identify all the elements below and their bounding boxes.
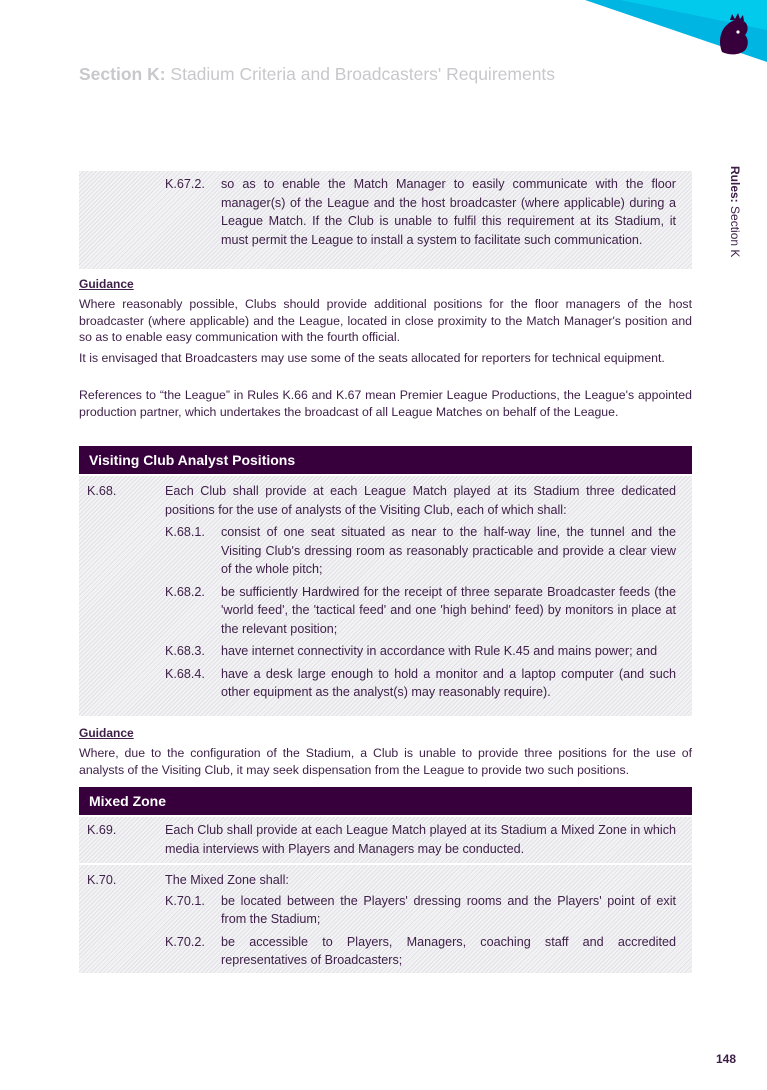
subrule-text: have a desk large enough to hold a monitor and a laptop computer (and such other equipment as the analyst(s) may reasonably require).	[221, 666, 676, 699]
subrule-text: be accessible to Players, Managers, coaching staff and accredited representatives of Broadcasters;	[221, 934, 676, 967]
rule-number: K.68.	[87, 484, 117, 498]
side-tab	[724, 166, 744, 276]
guidance-paragraph: Where reasonably possible, Clubs should provide additional positions for the floor managers of the host broadcaster (where applicable) and the League, located in close proximity to the Match Manager's position and so as to enable easy communication with the fourth official.	[79, 297, 692, 345]
subrule-text: be sufficiently Hardwired for the receipt of three separate Broadcaster feeds (the 'world feed', the 'tactical feed' and one 'high behind' feed) by monitors in place at the relevant position;	[221, 584, 676, 636]
subrule-k70-2	[165, 933, 692, 970]
subrule-number: K.70.1.	[165, 893, 205, 908]
guidance-heading: Guidance	[79, 277, 134, 291]
section-header	[79, 64, 555, 85]
subrule-number: K.70.2.	[165, 934, 205, 949]
rule-k69	[79, 821, 692, 858]
side-tab-rest: Section K	[728, 202, 742, 258]
subrule-number: K.68.3.	[165, 644, 205, 658]
rule-text: The Mixed Zone shall:	[165, 873, 289, 887]
rule-text: Each Club shall provide at each League Match played at its Stadium three dedicated positions for the use of analysts of the Visiting Club, each of which shall:	[165, 484, 676, 517]
rule-block-k69	[79, 817, 692, 863]
rule-number: K.69.	[87, 823, 117, 837]
rule-number: K.70.	[87, 873, 117, 887]
section-header-bold: Section K:	[79, 64, 166, 84]
subrule-k68-3	[165, 642, 692, 661]
rule-block-k67-2	[79, 171, 692, 269]
rule-block-k70	[79, 865, 692, 973]
rule-k68	[79, 482, 692, 519]
section-header-title: Stadium Criteria and Broadcasters' Requirements	[165, 64, 556, 84]
subrule-k68-1	[165, 523, 692, 579]
subrule-number: K.68.4.	[165, 666, 205, 681]
rule-block-k68	[79, 476, 692, 716]
guidance-paragraph: It is envisaged that Broadcasters may use some of the seats allocated for reporters for technical equipment.	[79, 351, 665, 365]
rule-text: Each Club shall provide at each League Match played at its Stadium a Mixed Zone in which media interviews with Players and Managers may be conducted.	[165, 823, 676, 856]
side-tab-label	[728, 166, 742, 257]
subrule-text: be located between the Players' dressing rooms and the Players' point of exit from the Stadium;	[221, 893, 676, 926]
page-number: 148	[716, 1052, 737, 1066]
subrule-text: consist of one seat situated as near to the half-way line, the tunnel and the Visiting Club's dressing room as reasonably practicable and provide a clear view of the whole pitch;	[221, 525, 676, 576]
section-title-bar: Visiting Club Analyst Positions	[79, 446, 692, 474]
rule-text: so as to enable the Match Manager to easily communicate with the floor manager(s) of the League and the host broadcaster (where applicable) during a League Match. If the Club is unable to fulfil this requirement at its Stadium, it must permit the League to install a system to facilitate such communication.	[221, 177, 676, 247]
subrule-number: K.68.1.	[165, 525, 205, 539]
side-tab-bold: Rules:	[728, 166, 742, 203]
subrule-k70-1	[165, 892, 692, 929]
rule-k70	[79, 871, 692, 890]
section-title-bar: Mixed Zone	[79, 787, 692, 815]
subrule-k68-2	[165, 583, 692, 639]
subrule-text: have internet connectivity in accordance with Rule K.45 and mains power; and	[221, 644, 658, 658]
subrule-k68-4	[165, 665, 692, 702]
rule-number: K.67.2.	[165, 177, 205, 191]
rule-k67-2	[165, 175, 692, 249]
guidance-heading: Guidance	[79, 726, 134, 740]
guidance-paragraph: References to “the League” in Rules K.66 and K.67 mean Premier League Productions, the League's appointed production partner, which undertakes the broadcast of all League Matches on behalf of the League.	[79, 388, 692, 419]
subrule-number: K.68.2.	[165, 584, 205, 599]
guidance-paragraph: Where, due to the configuration of the Stadium, a Club is unable to provide three positions for the use of analysts of the Visiting Club, it may seek dispensation from the League to provide two such positions.	[79, 746, 692, 777]
